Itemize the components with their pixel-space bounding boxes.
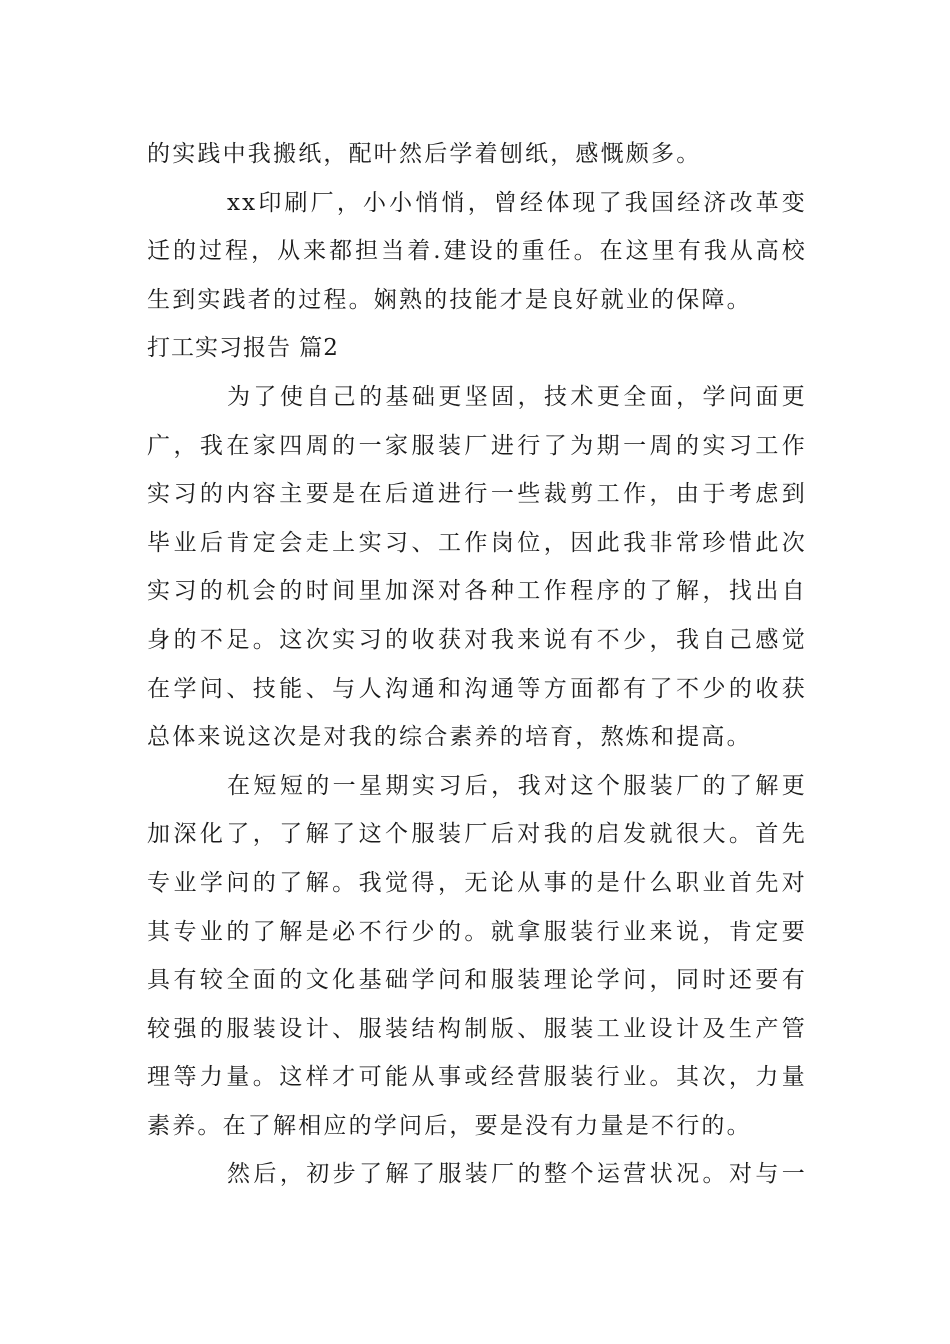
paragraph (147, 373, 807, 762)
text-line: 然后，初步了解了服装厂的整个运营状况。对与一 (227, 1161, 807, 1188)
text-line: 身的不足。这次实习的收获对我来说有不少，我自己感觉 (147, 626, 807, 653)
text-line: 其专业的了解是必不行少的。就拿服装行业来说，肯定要 (147, 918, 807, 945)
paragraph (147, 762, 807, 1151)
paragraph (147, 1150, 807, 1199)
text-line: 实习的内容主要是在后道进行一些裁剪工作，由于考虑到 (147, 481, 807, 508)
text-line: 广，我在家四周的一家服装厂进行了为期一周的实习工作 (147, 432, 807, 459)
text-line: 实习的机会的时间里加深对各种工作程序的了解，找出自 (147, 578, 807, 605)
text-line: 迁的过程，从来都担当着.建设的重任。在这里有我从高校 (147, 238, 807, 265)
text-line: 加深化了，了解了这个服装厂后对我的启发就很大。首先 (147, 821, 807, 848)
text-line: 在短短的一星期实习后，我对这个服装厂的了解更 (227, 772, 807, 799)
section-heading: 打工实习报告 篇2 (147, 335, 339, 362)
text-line: 较强的服装设计、服装结构制版、服装工业设计及生产管 (147, 1015, 807, 1042)
text-line: 毕业后肯定会走上实习、工作岗位，因此我非常珍惜此次 (147, 529, 807, 556)
text-line: 专业学问的了解。我觉得，无论从事的是什么职业首先对 (147, 869, 807, 896)
text-line: 在学问、技能、与人沟通和沟通等方面都有了不少的收获 (147, 675, 807, 702)
text-line: 总体来说这次是对我的综合素养的培育，熬炼和提高。 (147, 724, 752, 751)
document-body (147, 130, 807, 1199)
paragraph (147, 130, 807, 179)
text-line: 素养。在了解相应的学问后，要是没有力量是不行的。 (147, 1112, 752, 1139)
text-line: 理等力量。这样才可能从事或经营服装行业。其次，力量 (147, 1064, 807, 1091)
text-line: 生到实践者的过程。娴熟的技能才是良好就业的保障。 (147, 286, 752, 313)
text-line: 的实践中我搬纸，配叶然后学着刨纸，感慨颇多。 (147, 141, 702, 167)
text-line: 具有较全面的文化基础学问和服装理论学问，同时还要有 (147, 967, 807, 994)
paragraph (147, 179, 807, 325)
text-line: 为了使自己的基础更坚固，技术更全面，学问面更 (227, 383, 807, 410)
text-line: xx印刷厂，小小悄悄，曾经体现了我国经济改革变 (227, 189, 807, 216)
